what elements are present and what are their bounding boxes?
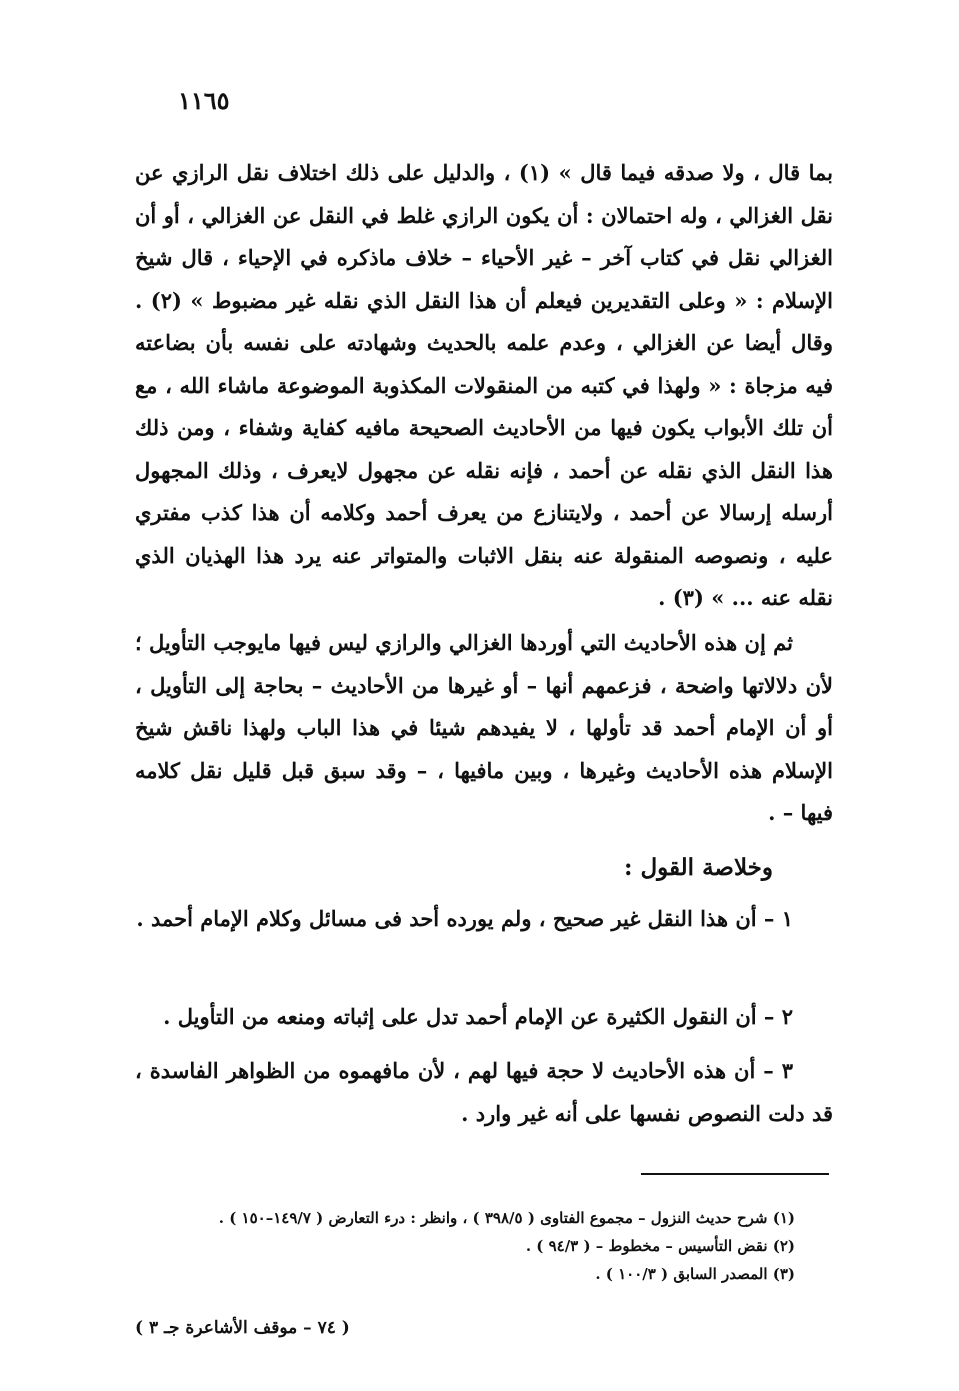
conclusion-heading: وخلاصة القول : (623, 854, 773, 881)
conclusion-item-1: ١ – أن هذا النقل غير صحيح ، ولم يورده أحد فى مسائل وكلام الإمام أحمد . (136, 906, 793, 931)
footnote-3: (٣) المصدر السابق ( ١٠٠/٣ ) . (595, 1265, 795, 1283)
paragraph-1-text: بما قال ، ولا صدقه فيما قال » (١) ، والدليل على ذلك اختلاف نقل الرازي عن نقل الغزالي ، وله احتمالان : أن يكون الرازي غلط في النقل عن الغزالي ، أو أن الغزالي نقل في كتاب آخر – غير الأحياء – خلاف ماذكره في الإحياء ، قال شيخ الإسلام : « وعلى التقديرين فيعلم أن هذا النقل الذي نقله غير مضبوط » (٢) . وقال أيضا عن الغزالي ، وعدم علمه بالحديث وشهادته على نفسه بأن بضاعته فيه مزجاة : « ولهذا في كتبه من المنقولات المكذوبة الموضوعة ماشاء الله ، مع أن تلك الأبواب يكون فيها من الأحاديث الصحيحة مافيه كفاية وشفاء ، ومن ذلك هذا النقل الذي نقله عن أحمد ، فإنه نقله عن مجهول لايعرف ، وذلك المجهول أرسله إرسالا عن أحمد ، ولايتنازع من يعرف أحمد وكلامه أن هذا كذب مفتري عليه ، ونصوصه المنقولة عنه بنقل الاثبات والمتواتر عنه يرد هذا الهذيان الذي نقله عنه ... » (٣) . (135, 160, 833, 610)
conclusion-item-2: ٢ – أن النقول الكثيرة عن الإمام أحمد تدل على إثباته ومنعه من التأويل . (163, 1004, 793, 1029)
paragraph-1 (135, 152, 833, 620)
footnote-1: (١) شرح حديث النزول – مجموع الفتاوى ( ٣٩٨/٥ ) ، وانظر : درء التعارض ( ١٤٩/٧–١٥٠ ) . (218, 1209, 795, 1227)
signature-mark: ( ٧٤ – موقف الأشاعرة جـ ٣ ) (135, 1318, 350, 1338)
page-number: ١١٦٥ (178, 86, 230, 115)
footnote-divider (641, 1173, 829, 1175)
footnotes (135, 1204, 795, 1288)
conclusion-item-3: ٣ – أن هذه الأحاديث لا حجة فيها لهم ، لأن مافهموه من الظواهر الفاسدة ، قد دلت النصوص نفسها على أنه غير وارد . (135, 1058, 833, 1126)
footnote-2: (٢) نقض التأسيس – مخطوط – ( ٩٤/٣ ) . (525, 1237, 795, 1255)
paragraph-2-text: ثم إن هذه الأحاديث التي أوردها الغزالي والرازي ليس فيها مايوجب التأويل ؛ لأن دلالاتها واضحة ، فزعمهم أنها – أو غيرها من الأحاديث – بحاجة إلى التأويل ، أو أن الإمام أحمد قد تأولها ، لا يفيدهم شيئا في هذا الباب ولهذا ناقش شيخ الإسلام هذه الأحاديث وغيرها ، وبين مافيها ، – وقد سبق قبل قليل نقل كلامه فيها – . (135, 630, 834, 825)
paragraph-2 (135, 622, 833, 835)
